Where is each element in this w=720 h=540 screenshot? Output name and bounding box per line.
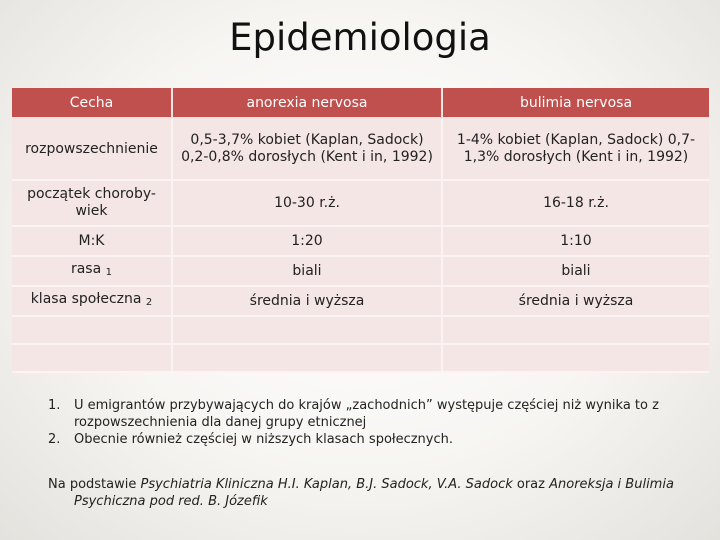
row-label-text: klasa społeczna — [30, 291, 142, 307]
row-label: M:K — [12, 226, 172, 256]
cell-anorexia: 10-30 r.ż. — [172, 180, 442, 226]
row-label — [12, 256, 172, 286]
cell-bulimia: średnia i wyższa — [442, 286, 709, 316]
table-row — [12, 286, 709, 316]
cell-anorexia: 1:20 — [172, 226, 442, 256]
header-anorexia: anorexia nervosa — [172, 88, 442, 118]
cell-anorexia: biali — [172, 256, 442, 286]
row-label-text: rasa — [70, 261, 102, 277]
cell-bulimia: 16-18 r.ż. — [442, 180, 709, 226]
footnote-marker: 2 — [145, 297, 153, 308]
source-citation — [48, 476, 688, 510]
row-label — [12, 286, 172, 316]
cell-anorexia — [172, 344, 442, 372]
row-label — [12, 344, 172, 372]
source-book1: Psychiatria Kliniczna H.I. Kaplan, B.J. Sadock, V.A. Sadock — [140, 477, 513, 492]
table-row — [12, 226, 709, 256]
epidemiology-table — [12, 88, 709, 373]
table-row-empty — [12, 344, 709, 372]
footnote-marker: 1 — [105, 267, 113, 278]
footnote-number: 2. — [48, 432, 61, 447]
footnote-number: 1. — [48, 398, 61, 413]
footnote-text: Obecnie również częściej w niższych klasach społecznych. — [74, 432, 454, 447]
source-middle: oraz — [512, 477, 550, 492]
footnote-item — [48, 431, 688, 448]
table-row — [12, 180, 709, 226]
footnote-item — [48, 397, 688, 431]
source-prefix: Na podstawie — [48, 477, 141, 492]
table-row-empty — [12, 316, 709, 344]
header-cecha: Cecha — [12, 88, 172, 118]
cell-anorexia — [172, 316, 442, 344]
row-label: początek choroby-wiek — [12, 180, 172, 226]
row-label — [12, 316, 172, 344]
cell-bulimia: 1:10 — [442, 226, 709, 256]
cell-bulimia: biali — [442, 256, 709, 286]
row-label: rozpowszechnienie — [12, 118, 172, 180]
table-header-row — [12, 88, 709, 118]
footnotes — [48, 397, 688, 448]
header-bulimia: bulimia nervosa — [442, 88, 709, 118]
source-book2-line1: Anoreksja i Bulimia — [549, 477, 674, 492]
source-book2-line2: Psychiczna pod red. B. Józefik — [74, 494, 268, 509]
table-row — [12, 256, 709, 286]
cell-bulimia — [442, 344, 709, 372]
cell-bulimia: 1-4% kobiet (Kaplan, Sadock) 0,7-1,3% dorosłych (Kent i in, 1992) — [442, 118, 709, 180]
slide-title: Epidemiologia — [229, 16, 491, 59]
table-row — [12, 118, 709, 180]
cell-anorexia: 0,5-3,7% kobiet (Kaplan, Sadock) 0,2-0,8% dorosłych (Kent i in, 1992) — [172, 118, 442, 180]
footnote-text: U emigrantów przybywających do krajów „zachodnich” występuje częściej niż wynika to z rozpowszechnienia dla danej grupy etnicznej — [74, 398, 659, 430]
cell-anorexia: średnia i wyższa — [172, 286, 442, 316]
cell-bulimia — [442, 316, 709, 344]
